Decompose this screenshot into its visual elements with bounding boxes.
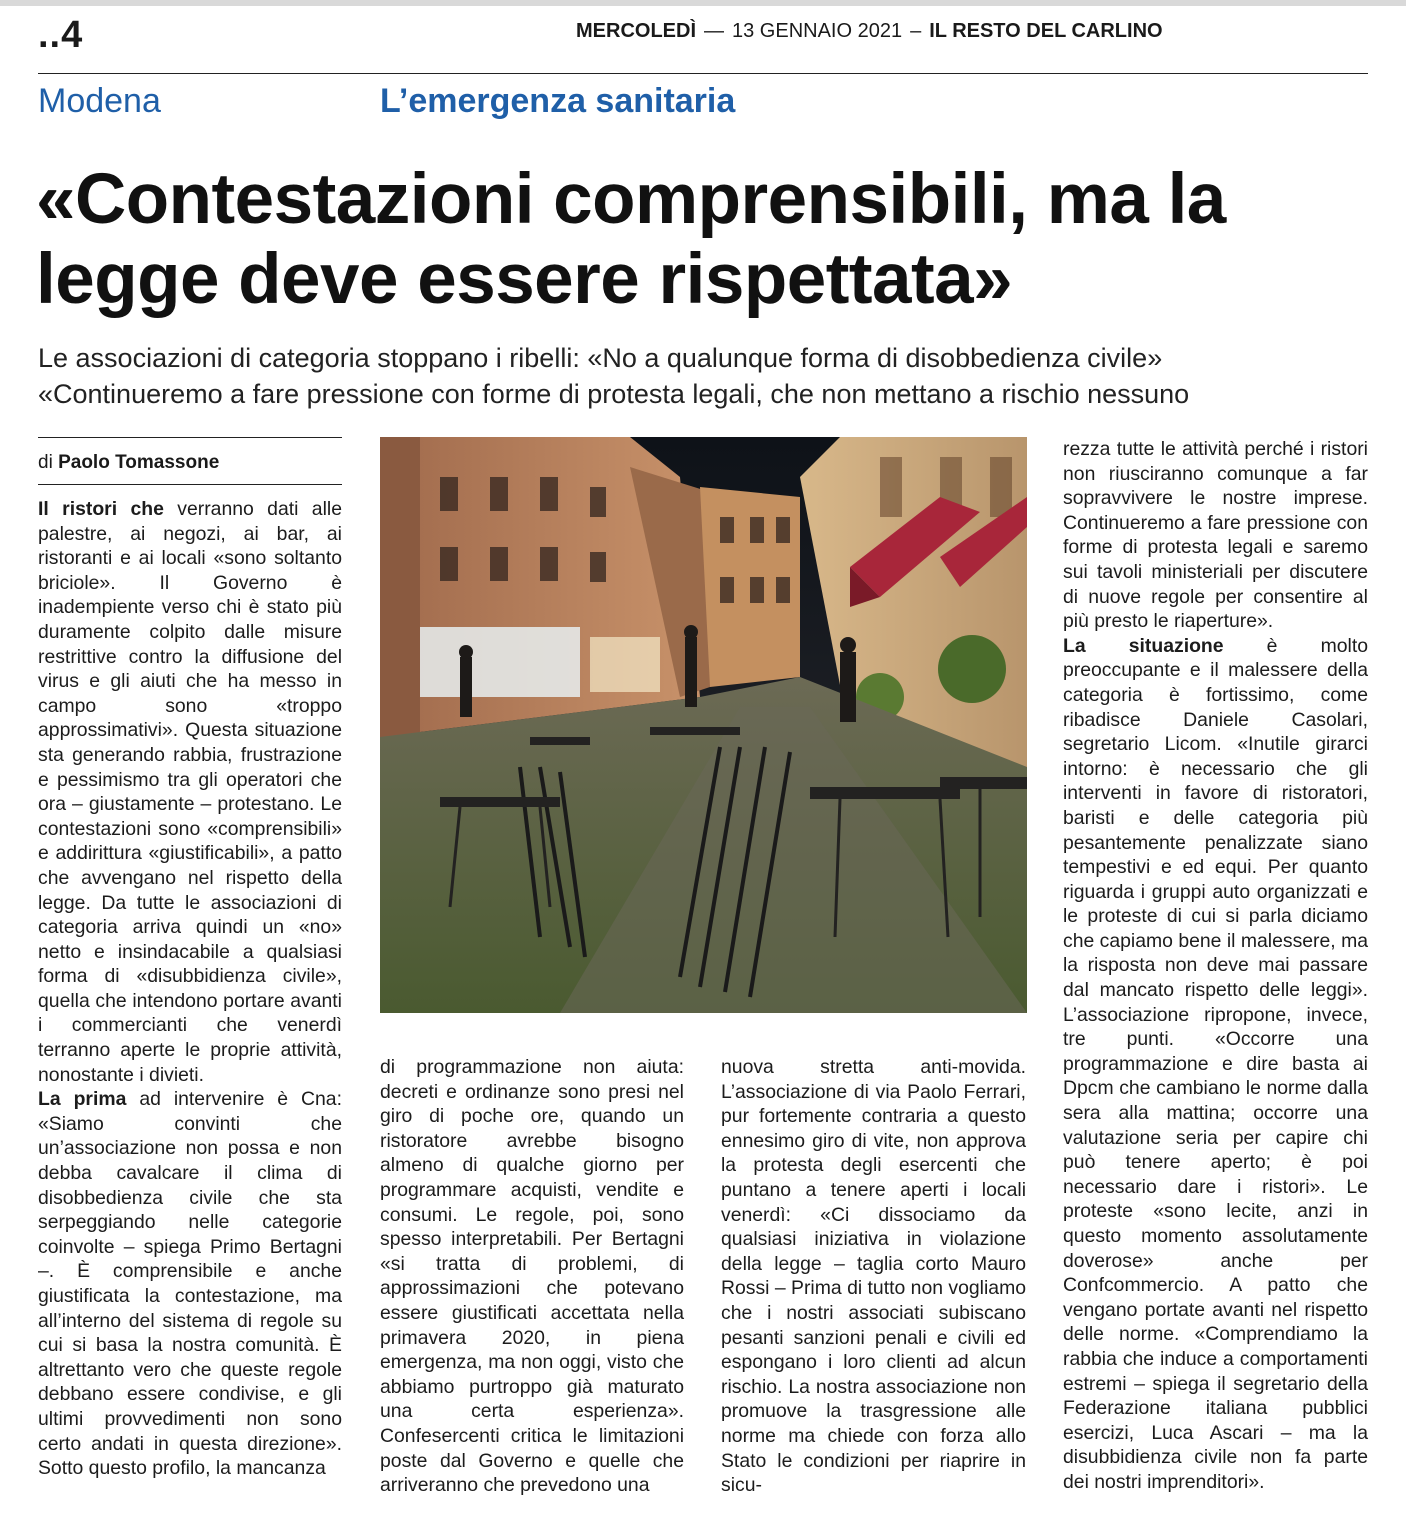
paragraph-lead: La situazione xyxy=(1063,634,1224,657)
article-column-4 xyxy=(1063,437,1368,1495)
masthead-date: 13 GENNAIO 2021 xyxy=(732,20,903,42)
headline: «Contestazioni comprensibili, ma la legge deve essere rispettata» xyxy=(36,160,1226,319)
byline-rule-top xyxy=(38,437,342,438)
article-column-3: nuova stretta anti-movida. L’associazione di via Paolo Ferrari, pur fortemente contraria a questo ennesimo giro di vite, non approva la protesta degli esercenti che puntano a tenere aperti i locali venerdì: «Ci dissociamo da qualsiasi iniziativa in violazione della legge – taglia corto Mauro Rossi – Prima di tutto non vogliamo che i nostri associati subiscano pesanti sanzioni penali e civili ed espongano i loro clienti ad alcun rischio. La nostra associazione non promuove la trasgressione alle norme ma chiede con forza allo Stato le condizioni per riaprire in sicu- xyxy=(721,1056,1027,1497)
masthead-separator: — xyxy=(704,20,724,42)
paragraph-lead: Il ristori che xyxy=(38,498,164,520)
paragraph-text: è molto preoccupante e il malessere della categoria è fortissimo, come ribadisce Daniele Casolari, segretario Licom. «Inutile girarci intorno: è necessario che gli interventi in favore di ristoratori, baristi e delle categoria più pesantemente penalizzate siano tempestivi e ed equi. Per quanto riguarda i gruppi auto organizzati e le proteste di cui si parla diciamo che capiamo bene il malessere, ma la risposta non deve mai passare dal mancato rispetto delle leggi». L’associazione ripropone, invece, tre punti. «Occorre una programmazione e dire basta ai Dpcm che cambiano le norme dalla sera alla mattina; occorre una valutazione seria per capire chi può tenere aperto; è poi necessario dare i ristori». Le proteste «sono lecite, anzi in questo momento assolutamente doverose» anche per Confcommercio. A patto che vengano portate avanti nel rispetto delle norme. «Comprendiamo la rabbia che induce a comportamenti estremi – spiega il segretario della Federazione italiana pubblici esercizi, Luca Ascari – ma la disubbidienza civile non fa parte dei nostri imprenditori». xyxy=(1063,634,1369,1493)
street-cafe-night-photo xyxy=(380,437,1027,1013)
masthead xyxy=(576,20,1163,43)
kicker: L’emergenza sanitaria xyxy=(380,82,736,120)
section-label: Modena xyxy=(38,82,161,120)
masthead-paper-name: IL RESTO DEL CARLINO xyxy=(929,20,1163,42)
subheadline xyxy=(38,340,1378,412)
article-paragraph: rezza tutte le attività perché i ristori non riusciranno comunque a far sopravvivere le nostre imprese. Continueremo a fare pressione con forme di protesta legali e saremo sui tavoli ministeriali per discutere di nuove regole per consentire al più presto le riaperture». xyxy=(1063,438,1368,633)
article-paragraph xyxy=(38,1087,342,1481)
header-rule xyxy=(38,73,1368,74)
paragraph-lead: La prima xyxy=(38,1088,127,1111)
top-bar xyxy=(0,0,1406,6)
byline xyxy=(38,452,219,474)
paragraph-text: verranno dati alle palestre, ai negozi, ai bar, ai ristoranti e ai locali «sono soltanto briciole». Il Governo è inadempiente verso chi è stato più duramente colpito dalle misure restrittive contro la diffusione del virus e gli aiuti che ha messo in campo sono «troppo approssimativi». Questa situazione sta generando rabbia, frustrazione e pessimismo tra gli operatori che ora – giustamente – protestano. Le contestazioni sono «comprensibili» e addirittura «giustificabili», a patto che avvengano nel rispetto della legge. Da tutte le associazioni di categoria arriva quindi un «no» netto e insindacabile a qualsiasi forma di «disubbidienza civile», quella che intendono portare avanti i commercianti che venerdì terranno aperte le proprie attività, nonostante i divieti. xyxy=(38,498,342,1086)
byline-prefix: di xyxy=(38,452,53,473)
byline-rule-bottom xyxy=(38,484,342,485)
masthead-day: MERCOLEDÌ xyxy=(576,20,696,42)
article-column-2: di programmazione non aiuta: decreti e ordinanze sono presi nel giro di poche ore, quando un ristoratore avrebbe bisogno almeno di qualche giorno per programmare acquisti, vendite e consumi. Le regole, poi, sono spesso interpretabili. Per Bertagni «si tratta di problemi, di approssimazioni che potevano essere giustificati accettata nella primavera 2020, in piena emergenza, ma non oggi, visto che abbiamo purtroppo già maturato una certa esperienza». Confesercenti critica le limitazioni poste dal Governo e quelle che arriveranno che prevedono una xyxy=(380,1056,684,1497)
article-paragraph xyxy=(1063,634,1368,1495)
article-paragraph xyxy=(38,497,342,1087)
page-number: ..4 xyxy=(38,14,84,56)
masthead-separator-2: – xyxy=(910,20,922,42)
subhead-line-2: «Continueremo a fare pressione con forme di protesta legali, che non mettano a rischio nessuno xyxy=(38,379,1190,409)
paragraph-text: ad intervenire è Cna: «Siamo convinti che un’associazione non possa e non debba cavalcare il clima di disobbedienza civile che sta serpeggiando nelle categorie coinvolte – spiega Primo Bertagni –. È comprensibile e anche giustificata la contestazione, ma all’interno del sistema di regole su cui si basa la nostra comunità. È altrettanto vero che queste regole debbano essere condivise, e gli ultimi provvedimenti non sono certo andati in questa direzione». Sotto questo profilo, la mancanza xyxy=(38,1088,342,1480)
subhead-line-1: Le associazioni di categoria stoppano i ribelli: «No a qualunque forma di disobbedienza civile» xyxy=(38,343,1163,373)
byline-author: Paolo Tomassone xyxy=(58,452,220,473)
article-column-1 xyxy=(38,497,342,1481)
